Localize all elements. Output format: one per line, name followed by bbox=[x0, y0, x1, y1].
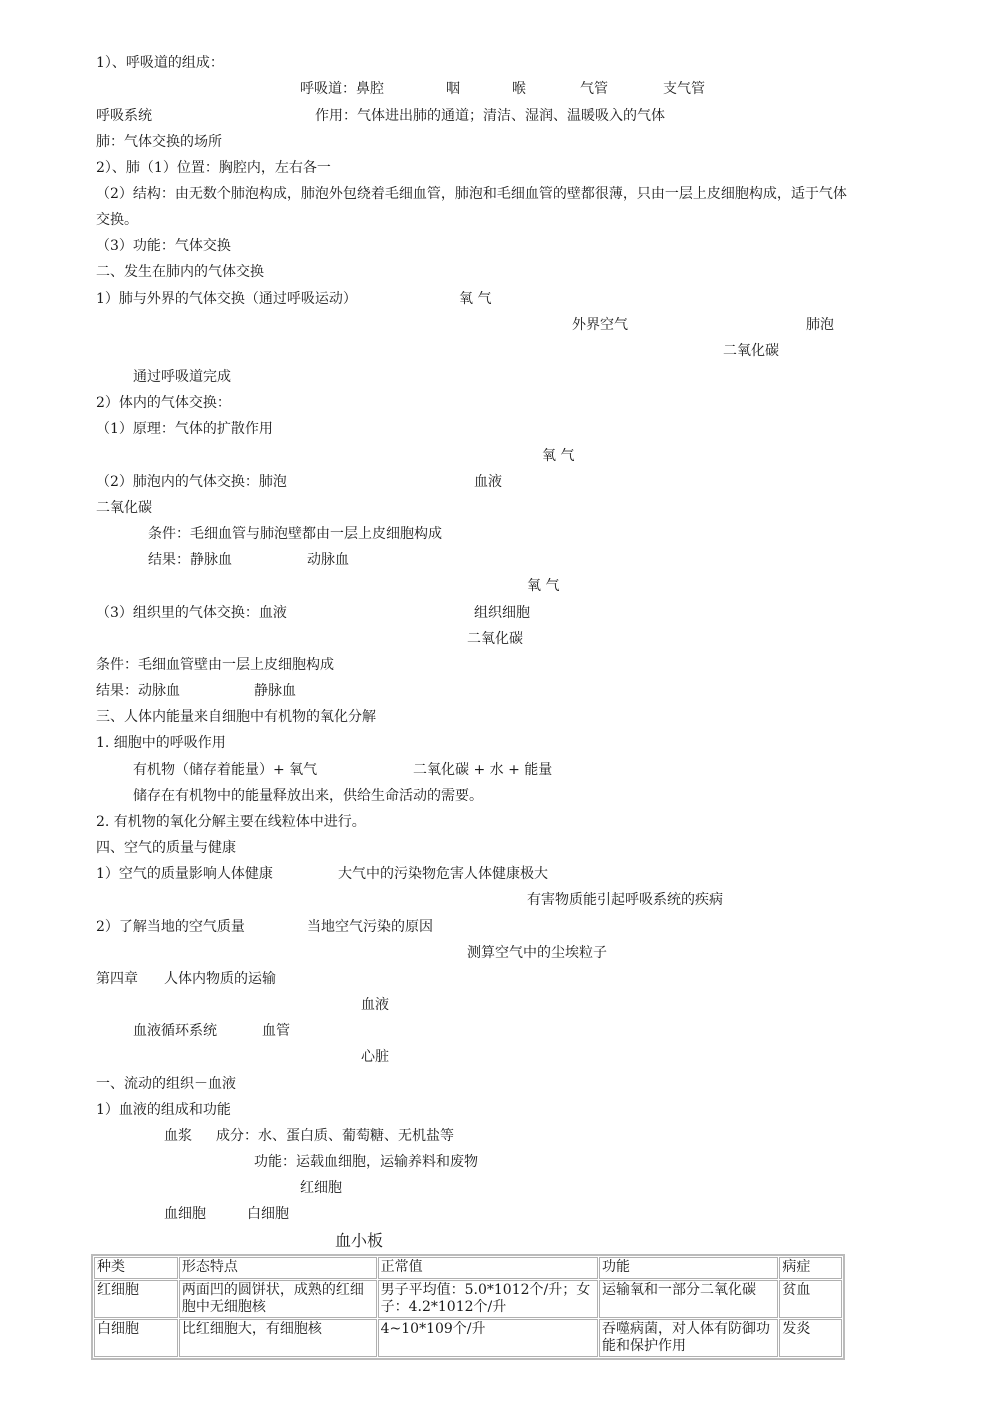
text-line: （3）组织里的气体交换：血液 bbox=[96, 605, 287, 621]
text-line: 作用：气体进出肺的通道；清洁、湿润、温暖吸入的气体 bbox=[315, 108, 665, 124]
text-line: 肺：气体交换的场所 bbox=[96, 134, 222, 150]
text-line: 静脉血 bbox=[254, 683, 296, 699]
text-line: 大气中的污染物危害人体健康极大 bbox=[338, 866, 548, 882]
text-line: 测算空气中的尘埃粒子 bbox=[467, 945, 607, 961]
text-line: 结果：静脉血 bbox=[148, 552, 232, 568]
table-cell: 贫血 bbox=[779, 1280, 842, 1318]
diagram-label: 氧 气 bbox=[542, 448, 575, 464]
diagram-label: 组织细胞 bbox=[474, 605, 530, 621]
text-line: 呼吸系统 bbox=[96, 108, 152, 124]
table-title: 血小板 bbox=[335, 1231, 384, 1250]
text-line: 1）、呼吸道的组成： bbox=[96, 55, 224, 71]
blood-cells-table bbox=[91, 1254, 845, 1360]
table-cell: 发炎 bbox=[779, 1319, 842, 1357]
text-line: 2）了解当地的空气质量 bbox=[96, 919, 245, 935]
text-line: 血细胞 bbox=[164, 1206, 206, 1222]
table-row bbox=[94, 1280, 842, 1318]
text-line: 2）、肺（1）位置：胸腔内，左右各一 bbox=[96, 160, 331, 176]
text-line: 血管 bbox=[262, 1023, 290, 1039]
chapter-heading: 第四章 bbox=[96, 971, 138, 987]
table-cell: 运输氧和一部分二氧化碳 bbox=[599, 1280, 778, 1318]
diagram-label: 肺泡 bbox=[806, 317, 834, 333]
text-line: （2）肺泡内的气体交换：肺泡 bbox=[96, 474, 287, 490]
diagram-label: 氧 气 bbox=[459, 291, 492, 307]
table-cell: 白细胞 bbox=[94, 1319, 178, 1357]
table-cell: 红细胞 bbox=[94, 1280, 178, 1318]
text-line: 支气管 bbox=[663, 81, 705, 97]
text-line: 咽 bbox=[446, 81, 460, 97]
text-line: 红细胞 bbox=[300, 1180, 342, 1196]
text-line: 成分：水、蛋白质、葡萄糖、无机盐等 bbox=[216, 1128, 454, 1144]
text-line: 气管 bbox=[580, 81, 608, 97]
table-header-row bbox=[94, 1257, 842, 1279]
text-line: 喉 bbox=[512, 81, 526, 97]
diagram-label: 二氧化碳 bbox=[96, 500, 152, 516]
section-heading: 二、发生在肺内的气体交换 bbox=[96, 264, 264, 280]
text-line: 有机物（储存着能量）+ 氧气 bbox=[133, 762, 318, 778]
text-line: 1）血液的组成和功能 bbox=[96, 1102, 231, 1118]
text-line: 血浆 bbox=[164, 1128, 192, 1144]
text-line: 白细胞 bbox=[247, 1206, 289, 1222]
text-line: 1）肺与外界的气体交换（通过呼吸运动） bbox=[96, 291, 357, 307]
text-line: （3）功能：气体交换 bbox=[96, 238, 231, 254]
text-line: 功能：运载血细胞，运输养料和废物 bbox=[254, 1154, 478, 1170]
text-line: 血液循环系统 bbox=[133, 1023, 217, 1039]
diagram-label: 血液 bbox=[474, 474, 502, 490]
table-header-cell: 形态特点 bbox=[179, 1257, 377, 1279]
section-heading: 三、人体内能量来自细胞中有机物的氧化分解 bbox=[96, 709, 376, 725]
text-line: 交换。 bbox=[96, 212, 138, 228]
table-header-cell: 功能 bbox=[599, 1257, 778, 1279]
text-line: 动脉血 bbox=[307, 552, 349, 568]
diagram-label: 外界空气 bbox=[572, 317, 628, 333]
table-cell: 两面凹的圆饼状，成熟的红细胞中无细胞核 bbox=[179, 1280, 377, 1318]
text-line: （1）原理：气体的扩散作用 bbox=[96, 421, 273, 437]
text-line: 条件：毛细血管与肺泡壁都由一层上皮细胞构成 bbox=[148, 526, 442, 542]
table-header-cell: 病症 bbox=[779, 1257, 842, 1279]
text-line: 当地空气污染的原因 bbox=[307, 919, 433, 935]
text-line: 1）空气的质量影响人体健康 bbox=[96, 866, 273, 882]
text-line: 2. 有机物的氧化分解主要在线粒体中进行。 bbox=[96, 814, 366, 830]
section-heading: 一、流动的组织－血液 bbox=[96, 1076, 236, 1092]
diagram-label: 氧 气 bbox=[527, 578, 560, 594]
table-row bbox=[94, 1319, 842, 1357]
text-line: 储存在有机物中的能量释放出来，供给生命活动的需要。 bbox=[133, 788, 483, 804]
table-header-cell: 种类 bbox=[94, 1257, 178, 1279]
text-line: 心脏 bbox=[361, 1049, 389, 1065]
diagram-label: 二氧化碳 bbox=[723, 343, 779, 359]
table-cell: 吞噬病菌，对人体有防御功能和保护作用 bbox=[599, 1319, 778, 1357]
text-line: 2）体内的气体交换： bbox=[96, 395, 231, 411]
table-cell: 比红细胞大，有细胞核 bbox=[179, 1319, 377, 1357]
text-line: 呼吸道：鼻腔 bbox=[300, 81, 384, 97]
text-line: 通过呼吸道完成 bbox=[133, 369, 231, 385]
text-line: 结果：动脉血 bbox=[96, 683, 180, 699]
chapter-heading: 人体内物质的运输 bbox=[164, 971, 276, 987]
text-line: （2）结构：由无数个肺泡构成，肺泡外包绕着毛细血管，肺泡和毛细血管的壁都很薄，只由一层上皮细胞构成，适于气体 bbox=[96, 186, 847, 202]
text-line: 有害物质能引起呼吸系统的疾病 bbox=[527, 892, 723, 908]
text-line: 二氧化碳 + 水 + 能量 bbox=[413, 762, 553, 778]
text-line: 条件：毛细血管壁由一层上皮细胞构成 bbox=[96, 657, 334, 673]
text-line: 血液 bbox=[361, 997, 389, 1013]
table-cell: 4~10*109个/升 bbox=[378, 1319, 598, 1357]
section-heading: 四、空气的质量与健康 bbox=[96, 840, 236, 856]
table-cell: 男子平均值：5.0*1012个/升；女子：4.2*1012个/升 bbox=[378, 1280, 598, 1318]
table-header-cell: 正常值 bbox=[378, 1257, 598, 1279]
diagram-label: 二氧化碳 bbox=[467, 631, 523, 647]
text-line: 1. 细胞中的呼吸作用 bbox=[96, 735, 226, 751]
